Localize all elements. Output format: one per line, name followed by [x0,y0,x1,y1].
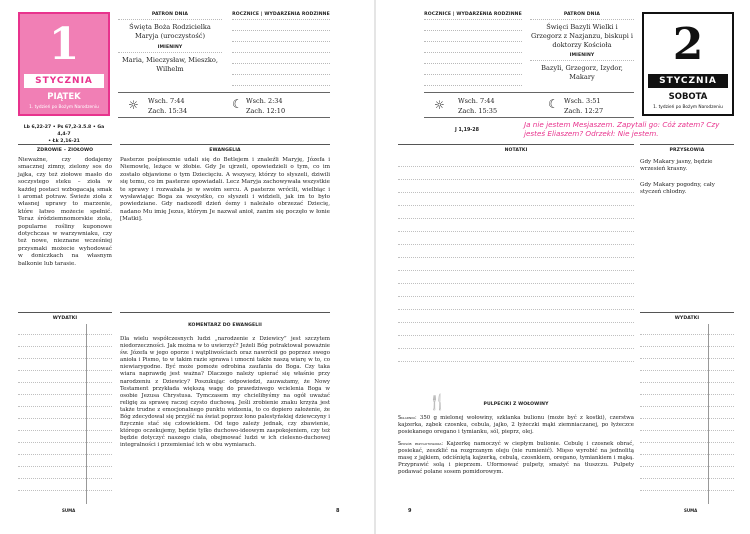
expenses-header-right: WYDATKI [640,312,734,321]
expenses-section [18,312,112,518]
date-box [18,12,110,116]
expenses-header: WYDATKI [18,312,112,321]
health-section [18,144,112,268]
sun-moon-row-right [424,92,634,118]
patron-column [118,12,222,92]
page-number-right: 9 [408,508,412,514]
commentary-text: Dla wielu współczesnych ludzi „narodzenie z Dziewicy” jest szczytem niedorzeczności. Jak można w to uwierzyć? Jeżeli Bóg potraktował poważnie św. Józefa w jego oporze i wątpliwościach oraz nawrócił go poprzez swego anioła i Pismo, to w takim razie sprawa i umocni także naszą wiarę w to, co niewiarygodne. Być może pomoże odrobina zaufania do Boga. Czy taka wiara naprawdę jest ważna? Dlaczego należy upierać się właśnie przy narodzeniu z Dziewicy? Poszukując odpowiedzi, zauważamy, że Nowy Testament przykłada większą wagę do prawdziwego wcielenia Boga w osobie Jezusa Chrystusa. Tymczasem my chcielibyśmy na ogół uważać religię za sprawę raczej czysto duchową. Jeśli zrobienie znaku krzyża jest także trudne z emocjonalnego punktu widzenia, to co dopiero założenie, że Bóg zdecydował się przyjść na świat poprzez łono palestyńskiej dziewczyny i fizycznie stać się człowiekiem. Od tego zależy jednak, czy zbawienie, którego oczekujemy, będzie tylko duchowo-ideowym zaspokojeniem, czy też będzie dotyczyć naszego ciała, obejmować ludzi w ich cielesno-duchowej integralności i przemieniać ich w obu wymiarach. [120,336,330,449]
recipe-ingredients [398,415,634,437]
names-list: Maria, Mieczysław, Mieszko, Wilhelm [122,56,218,73]
patron-header-right: PATRON DNIA [530,12,634,20]
moonrise: Wsch. 2:34 [246,97,283,105]
ingredients-text: 350 g mielonej wołowiny, szklanka bulionu (może być z kostki), czerstwa kajzerka, ząbek czosnku, cebula, jajko, 2 łyżeczki mąki ziemniaczanej, po łyżeczce posiekanego oregano i tymianku, sól, pieprz, olej. [398,415,634,436]
ingredients-label: Składniki: [398,416,417,421]
moonset-right: Zach. 12:27 [564,107,604,115]
method-text: Kajzerkę namoczyć w ciepłym bulionie. Cebulę i czosnek obrać, posiekać, zeszklić na rozgrzanym oleju (nie rumienić). Mięso wyrobić na jednolitą masę z jajkiem, odciśniętą kajzerką, cebulą, czosnkiem, oregano, tymiankiem i mąką. Przyprawić solą i pieprzem. Uformować pulpety, smażyć na tłuszczu. Pulpety podawać polane sosem pomidorowym. [398,440,634,476]
moon-icon: ☾ [548,97,559,111]
patron-name-right: Święci Bazyli Wielki i Grzegorz z Nazjanzu, biskupi i doktorzy Kościoła [530,23,634,49]
proverb-1: Gdy Makary jasny, będzie wrzesień krasny. [640,159,713,173]
spine [374,0,376,534]
page-number-left: 8 [336,508,340,514]
patron-name: Święta Boża Rodzicielka Maryja (uroczystość) [129,23,211,40]
moonrise-right: Wsch. 3:51 [564,97,601,105]
gospel-section [120,144,330,224]
day-number-right: 2 [672,19,704,70]
date-box-right [642,12,734,116]
commentary-section [120,312,330,518]
names-header: IMIENINY [118,45,222,53]
moonset: Zach. 12:10 [246,107,286,115]
sunset-right: Zach. 15:35 [458,107,498,115]
recipe-method [398,441,634,477]
gospel-quote: Ja nie jestem Mesjaszem. Zapytali go: Cóż zatem? Czy jesteś Eliaszem? Odrzekł: Nie jestem. [524,120,720,138]
sun-icon: ☼ [128,98,139,112]
names-header-right: IMIENINY [530,53,634,61]
proverbs-header: PRZYSŁOWIA [640,144,734,153]
events-header-right: ROCZNICE | WYDARZENIA RODZINNE [424,12,522,20]
notes-header: NOTATKI [398,144,634,153]
readings-line-1: Lb 6,22-27 • Ps 67,2-3.5.8 • Ga 4,4-7 [23,125,105,137]
gospel-text: Pasterze pośpiesznie udali się do Betlejem i znaleźli Maryję, Józefa i Niemowlę, leżące w żłobie. Gdy Je ujrzeli, opowiedzieli o tym, co im zostało objawione o tym Dziecięciu. A wszyscy, którzy to słyszeli, dziwili się temu, co im pasterze opowiadali. Lecz Maryja zachowywała wszystkie te sprawy i rozważała je w swoim sercu. A pasterze wrócili, wielbiąc i wysławiając Boga za wszystko, co słyszeli i widzieli, jak im to było powiedziane. Gdy nadszedł dzień ósmy i należało obrzezać Dziecię, nadano Mu imię Jezus, którym Je nazwał anioł, zanim się poczęło w łonie [Matki]. [120,157,330,223]
moon-icon: ☾ [232,97,243,111]
readings [18,124,110,145]
cutlery-icon: 🍴 [428,393,447,411]
month-label-right: STYCZNIA [648,74,728,88]
week-info: 1. tydzień po Bożym Narodzeniu [29,105,99,110]
gospel-header: EWANGELIA [120,144,330,153]
patron-column-right [530,12,634,92]
sunrise-right: Wsch. 7:44 [458,97,495,105]
readings-line-2: • Łk 2,16-21 [48,139,80,144]
sunset: Zach. 15:34 [148,107,188,115]
events-column [232,12,330,92]
recipe-header: PULPECIKI Z WOŁOWINY [483,402,549,407]
health-header: ZDROWIE – ZIOŁOWO [18,144,112,153]
day-number: 1 [48,19,80,70]
proverb-2: Gdy Makary pogodny, cały styczeń chłodny. [640,181,715,196]
patron-header: PATRON DNIA [118,12,222,20]
events-header: ROCZNICE | WYDARZENIA RODZINNE [232,12,330,20]
names-list-right: Bazyli, Grzegorz, Izydor, Makary [541,64,623,81]
weekday-label-right: SOBOTA [668,92,708,102]
commentary-header: KOMENTARZ DO EWANGELII [188,323,262,328]
month-label: STYCZNIA [24,74,104,88]
notes-section [398,144,634,374]
week-info-right: 1. tydzień po Bożym Narodzeniu [653,105,723,110]
sun-moon-row [118,92,330,118]
expenses-sum-label-right: SUMA [684,508,698,513]
proverbs-section [640,144,734,197]
health-text: Nieważne, czy dodajemy smacznej zimny, zielony sos do jajka, czy też ziołowe masło do soczystego steku – zioła w każdej postaci wzbogacają smak i aromat potraw. Świeże zioła z własnej uprawy to marzenie, które łatwo możecie spełnić. Teraz śródziemnomorskie zioła, popularne rośliny kuponowe dotychczas w warzywniaku, czy też nowe, nieznane wcześniej przysmaki możecie wyhodować w doniczkach na własnym balkonie lub tarasie. [18,157,112,267]
recipe-section [398,374,634,524]
expenses-section-right [640,312,734,518]
expenses-sum-label: SUMA [62,508,76,513]
events-column-right [424,12,522,92]
sun-icon: ☼ [434,98,445,112]
method-label: Sposób przygotowania: [398,441,444,447]
reading-ref: J 1,19-28 [455,128,479,133]
sunrise: Wsch. 7:44 [148,97,185,105]
weekday-label: PIĄTEK [47,92,81,102]
